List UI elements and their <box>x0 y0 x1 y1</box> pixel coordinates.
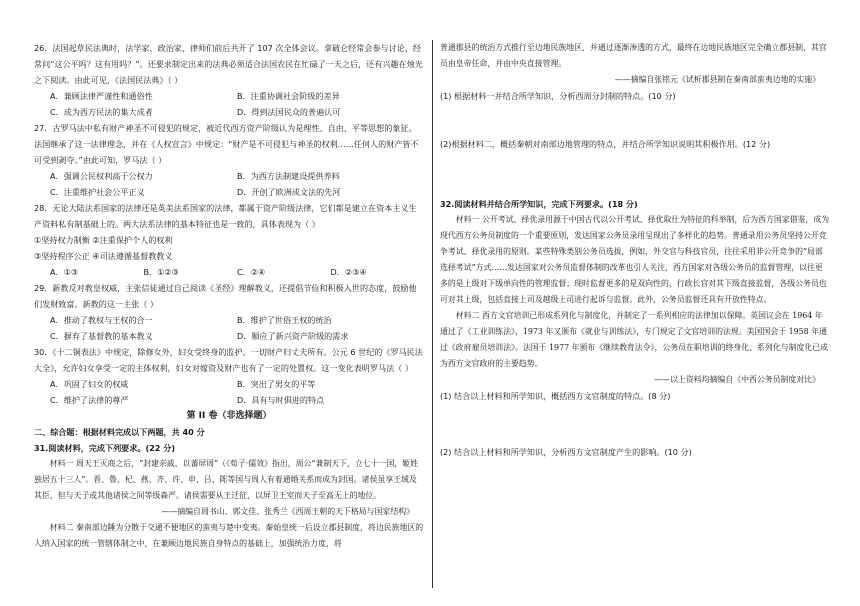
answer-space[interactable] <box>440 152 830 196</box>
option: C．成为西方民法的集大成者 <box>50 107 153 117</box>
question-31-material-2-source: ——摘编自张铭元《试析郡县制在秦南部蛮夷边地的实施》 <box>614 75 820 84</box>
question-30-options <box>34 376 424 408</box>
question-31-material-2: 材料二 秦南部边陲为分散于交通不便地区的蛮夷与楚中变夷。秦始皇统一后设立郡县制度，将边民族地区的人纳入国家的统一管辖体制之中，在兼顾边地民族自身特点的基础上，加强统治力度，将 <box>34 523 424 548</box>
question-32-material-source: ——以上资料均摘编自《中西公务员制度对比》 <box>654 375 820 384</box>
question-28-options <box>34 264 424 280</box>
option: B．①②③ <box>143 267 179 277</box>
question-27-options <box>34 168 424 200</box>
answer-space[interactable] <box>440 404 830 444</box>
question-32-sub-1: (1) 结合以上材料和所学知识，概括西方文官制度的特点。(8 分) <box>440 391 671 401</box>
right-column <box>440 40 830 460</box>
option: C．摒弃了基督教的基本教义 <box>50 331 153 341</box>
option: A．强调公民权利高于公权力 <box>50 171 153 181</box>
question-28-item: ①坚持权力制衡 ②注重保护个人的权利 <box>34 235 173 245</box>
option: D．具有与时俱进的特点 <box>237 395 325 405</box>
question-26-stem: 26．法国起草民法典时，法学家、政治家、律师们前后共开了 107 次全体会议。拿破仑经常会参与讨论，经常问“这公平吗？这有用吗？”。还要求制定出来的法典必须适合法国农民在忙碌了一天之后，还有兴趣在烛光之下阅读。由此可见，《法国民法典》（ ） <box>34 43 423 85</box>
question-32-material-2: 材料二 西方文官培训已形成系列化与制度化，并制定了一系列相应的法律加以保障。英国议会在 1964 年通过了《工业训练法》，1973 年又颁布《就业与训练法》，专门规定了文官培训的法规。美国国会于 1958 年通过《政府雇员培训法》。法国于 1977 年颁布《继续教育法令》，公务员在职培训的终身化、系列化与制度化已成为西方文官政府的主要趋势。 <box>440 311 829 368</box>
option: D．顺应了新兴资产阶级的需求 <box>237 331 349 341</box>
option: C．②④ <box>237 267 266 277</box>
question-28-stem: 28．无论大陆法系国家的法律还是英美法系国家的法律，都属于资产阶级法律，它们都是建立在资本主义生产资料私有制基础上的。两大法系法律的基本特征也是一致的，具体表现为（ ） <box>34 203 417 229</box>
option: A．①③ <box>50 267 79 277</box>
part-2-intro: 二、综合题：根据材料完成以下两题，共 40 分 <box>34 427 205 437</box>
option: C．维护了法律的尊严 <box>50 395 129 405</box>
option: D．开创了欧洲成文法的先河 <box>237 187 341 197</box>
question-30-stem: 30．《十二铜表法》中规定，除修女外，妇女受终身的监护。一切财产归丈夫所有。公元 6 世纪的《罗马民法大全》，允许妇女享受一定的主体权利，妇女对嫁资及财产也有了一定的处置权。这一变化表明罗马法（ ） <box>34 347 423 373</box>
option: B．注重协调社会阶级的差异 <box>237 91 340 101</box>
question-31-material-1: 材料一 周天王灭商之后，“封建亲戚，以蕃屏周”（《荀子·儒效》指出，周公“兼制天下，立七十一国，姬姓独居五十三人”。晋、鲁、杞、燕、齐、许、申、吕、陈等国与周人有着通婚关系而成为封国。诸侯虽享王域及其臣，但与天子或其他诸侯之间等级森严。诸侯需要从王迁征，以屏卫王室而天子至高无上的地位。 <box>34 459 419 500</box>
question-32-title: 32.阅读材料并结合所学知识，完成下列要求。(18 分) <box>440 199 638 209</box>
option: B．维护了世俗王权的统治 <box>237 315 332 325</box>
question-31-sub-2: (2)根据材料二，概括秦朝对南部边地管理的特点，并结合所学知识说明其积极作用。(12 分) <box>440 139 771 149</box>
question-26-options <box>34 88 424 120</box>
answer-space[interactable] <box>440 104 830 136</box>
option: D．②③④ <box>330 267 367 277</box>
question-32-material-1: 材料一 公开考试、择优录用源于中国古代以公开考试、择优取仕为特征的科举制，后为西方国家借鉴，成为现代西方公务员制度的一个重要原则，发达国家公务员录用呈现出了多样化的趋势。普通录用公务员坚持公开竞争考试、择优录用的原则。某些特殊类别公务员选拔，例如，外交官与科技官员，往往采用非公开竞争的“局部选择考试”方式……发达国家对公务员监督体制的改革也引人关注，西方国家对各级公务员的监督管理，以往更多的是上级对下级单向性的管理监督；现时监督更多的是双向性的，行政长官对其下级直接监督，各级公务员也可对其上级，包括直接上司及越级上司进行起诉与监督。此外，公务员监督还具有开放性特点。 <box>440 215 830 304</box>
question-31-material-2-continued: 普通郡县的统治方式推行至边地民族地区，并通过逐渐渗透的方式，最终在边地民族地区完全确立郡县制，其官员由皇帝任命，并由中央直接管理。 <box>440 43 827 68</box>
part-2-title: 第 II 卷（非选择题） <box>186 411 272 421</box>
question-32-sub-2: (2) 结合以上材料和所学知识，分析西方文官制度产生的影响。(10 分) <box>440 447 692 457</box>
left-column <box>34 40 424 552</box>
question-31-sub-1: (1) 根据材料一并结合所学知识，分析西周分封制的特点。(10 分) <box>440 91 676 101</box>
column-divider <box>432 40 433 588</box>
question-28-item: ③坚持程序公正 ④司法遵循基督教教义 <box>34 251 173 261</box>
option: B．为西方法制建设提供养料 <box>237 171 340 181</box>
option: B．突出了男女的平等 <box>237 379 316 389</box>
option: A．推动了教权与王权的合一 <box>50 315 153 325</box>
option: D．得到法国民众的普遍认可 <box>237 107 341 117</box>
question-29-stem: 29．新教反对教皇权威，主张信徒通过自己阅读《圣经》理解教义，还提倡节俭和积极入世的态度，鼓励他们发财致富。新教的这一主张（ ） <box>34 283 417 309</box>
question-31-title: 31.阅读材料，完成下列要求。(22 分) <box>34 443 176 453</box>
option: A．兼顾法律严谨性和通俗性 <box>50 91 153 101</box>
option: C．注重维护社会公平正义 <box>50 187 145 197</box>
question-31-material-1-source: ——摘编自周书山、郭文佳、张秀兰《西周王朝的天下格局与国家结构》 <box>161 507 414 516</box>
question-29-options <box>34 312 424 344</box>
question-27-stem: 27．古罗马法中私有财产神圣不可侵犯的规定，被近代西方资产阶级认为是理性、自由、平等思想的象征。法国继承了这一法律理念，并在《人权宣言》中规定：“财产是不可侵犯与神圣的权利……任何人的财产皆不可受到剥夺。”由此可知，罗马法（ ） <box>34 123 419 165</box>
option: A．巩固了妇女的权威 <box>50 379 129 389</box>
